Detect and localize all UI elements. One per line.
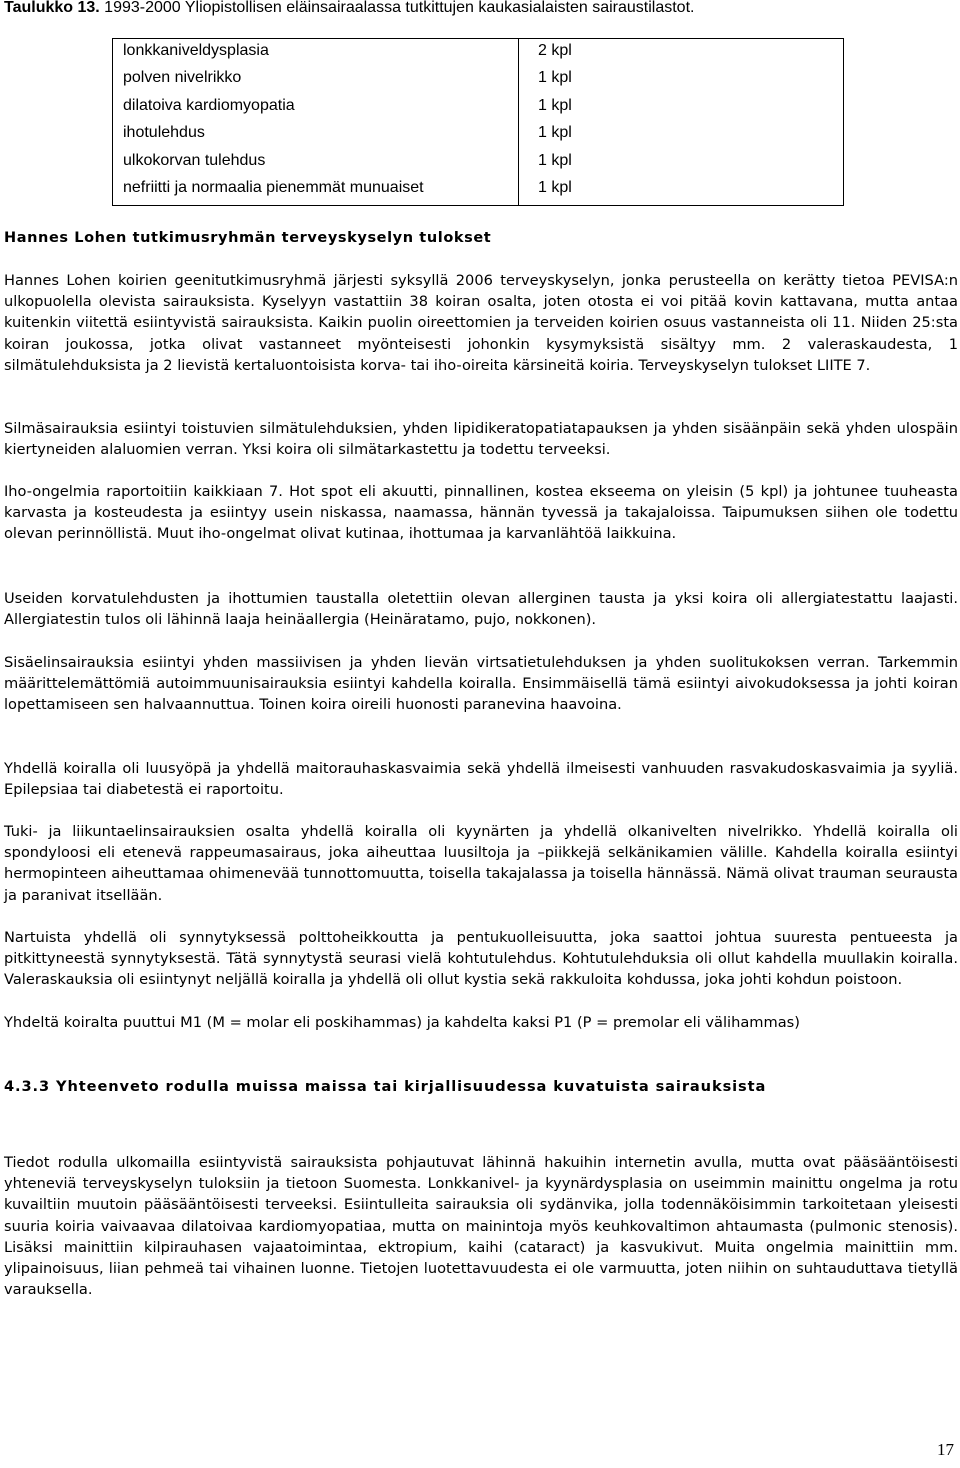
table-column-divider [518,39,519,205]
section-heading [4,1076,958,1097]
table-cell-count: 1 kpl [538,69,572,86]
table-cell-disease: dilatoiva kardiomyopatia [123,97,295,114]
table-cell-disease: nefriitti ja normaalia pienemmät munuaiset [123,179,424,196]
paragraph-teeth [4,1012,958,1033]
paragraph-summary [4,1152,958,1300]
paragraph-eyes [4,418,958,460]
table-cell-disease: polven nivelrikko [123,69,242,86]
page-number: 17 [937,1440,954,1459]
paragraph-internal [4,652,958,716]
table-caption-label: Taulukko 13. [4,0,100,16]
subheading: Hannes Lohen tutkimusryhmän terveyskyselyn tulokset [4,230,492,246]
table-cell-count: 1 kpl [538,152,572,169]
table-caption-text: 1993-2000 Yliopistollisen eläinsairaalassa tutkittujen kaukasialaisten sairaustilastot. [99,0,695,16]
paragraph-text: Useiden korvatulehdusten ja ihottumien taustalla oletettiin olevan allerginen tausta ja yksi koira oli allergiatestattu laajasti. Allergiatestin tulos oli lähinnä laaja heinäallergia (Heinäratamo, pujo, nokkonen). [4,590,958,629]
table-cell-disease: lonkkaniveldysplasia [123,42,269,59]
disease-statistics-table [112,38,844,206]
paragraph-text: Iho-ongelmia raportoitiin kaikkiaan 7. Hot spot eli akuutti, pinnallinen, kostea ekseema on yleisin (5 kpl) ja johtunee tuuheasta karvasta ja kosteudesta ja esiintyy usein niskassa, naamassa, hännän tyvessä ja takajaloissa. Taipumuksen siihen ole todettu olevan perinnöllistä. Muut iho-ongelmat olivat kutinaa, ihottumaa ja karvanlähtöä laikkuina. [4,483,958,543]
table-cell-count: 1 kpl [538,179,572,196]
paragraph-text: Sisäelinsairauksia esiintyi yhden massiivisen ja yhden lievän virtsatietulehduksen ja yhden suolitukoksen verran. Tarkemmin määrittelemättömiä autoimmuunisairauksia esiintyi kahdella koiralla. Ensimmäisellä tämä esiintyi aivokudoksessa ja johti koiran lopettamiseen sen halvaannuttua. Toinen koira oireili huonosti paranevina haavoina. [4,654,958,714]
paragraph-reproduction [4,927,958,991]
table-caption [4,0,694,18]
paragraph-text: Tuki- ja liikuntaelinsairauksien osalta yhdellä koiralla oli kyynärten ja yhdellä olkanivelten nivelrikko. Yhdellä koiralla oli spondyloosi eli etenevä rappeumasairaus, joka aiheuttaa luusiltoja ja –piikkejä selkänikamien välille. Kahdella koiralla esiintyi hermopinteen aiheuttamaa ohimenevää tunnottomuutta, toisella takajalassa ja toisella hännässä. Nämä olivat trauman seurausta ja paranivat itsellään. [4,823,958,904]
section-title: 4.3.3 Yhteenveto rodulla muissa maissa tai kirjallisuudessa kuvatuista sairauksista [4,1078,767,1095]
paragraph-text: Yhdeltä koiralta puuttui M1 (M = molar eli poskihammas) ja kahdelta kaksi P1 (P = premolar eli välihammas) [4,1014,800,1031]
table-cell-disease: ulkokorvan tulehdus [123,152,266,169]
table-cell-count: 2 kpl [538,42,572,59]
paragraph-allergy [4,588,958,630]
paragraph-skin [4,481,958,545]
paragraph-musculoskeletal [4,821,958,906]
paragraph-text: Nartuista yhdellä oli synnytyksessä polttoheikkoutta ja pentukuolleisuutta, joka saattoi johtua suuresta pentueesta ja pitkittyneestä synnytyksestä. Tätä synnytystä seurasi vielä kohtutulehdus. Kohtutulehduksia oli ollut kahdella muullakin koiralla. Valeraskauksia oli esiintynyt neljällä koiralla ja yhdellä oli ollut kystia sekä rakkuloita kohdussa, joka johti kohdun poistoon. [4,929,958,989]
table-cell-count: 1 kpl [538,124,572,141]
paragraph-text: Silmäsairauksia esiintyi toistuvien silmätulehduksien, yhden lipidikeratopatiatapauksen ja yhden sisäänpäin sekä yhden ulospäin kiertyneiden alaluomien verran. Yksi koira oli silmätarkastettu ja todettu terveeksi. [4,420,958,459]
table-cell-count: 1 kpl [538,97,572,114]
paragraph-text: Yhdellä koiralla oli luusyöpä ja yhdellä maitorauhaskasvaimia sekä yhdellä ilmeisesti vanhuuden rasvakudoskasvaimia ja syyliä. Epilepsiaa tai diabetestä ei raportoitu. [4,760,958,799]
paragraph-text: Hannes Lohen koirien geenitutkimusryhmä järjesti syksyllä 2006 terveyskyselyn, jonka perusteella on kerätty tietoa PEVISA:n ulkopuolella olevista sairauksista. Kyselyyn vastattiin 38 koiran osalta, joten otosta ei voi pitää kovin kattavana, mutta antaa kuitenkin viitettä esiintyvistä sairauksista. Kaikin puolin oireettomien ja terveiden koirien osuus vastanneista oli 11. Niiden 25:sta koiran joukossa, jotka olivat vastanneet myönteisesti johonkin kysymyksistä sisältyy mm. 2 valeraskaudesta, 1 silmätulehduksista ja 2 lievistä kertaluontoisista korva- tai iho-oireita kärsineitä koiria. Terveyskyselyn tulokset LIITE 7. [4,272,958,374]
table-cell-disease: ihotulehdus [123,124,205,141]
paragraph-text: Tiedot rodulla ulkomailla esiintyvistä sairauksista pohjautuvat lähinnä hakuihin internetin avulla, mutta ovat pääsääntöisesti yhteneviä terveyskyselyn tuloksiin ja tietoon Suomesta. Lonkkanivel- ja kyynärdysplasia on useimmin mainittu ongelma ja rotu kuvailtiin muutoin pääsääntöisesti terveeksi. Esiintulleita sairauksia oli sydänvika, jolla todennäköisimmin tarkoitetaan yleisesti suuria koiria vaivaavaa dilatoivaa kardiomyopatiaa, mutta on mainintoja myös keuhkovaltimon ahtaumasta (pulmonic stenosis). Lisäksi mainittiin kilpirauhasen vajaatoimintaa, ektropium, kaihi (cataract) ja kasvukivut. Muita ongelmia mainittiin mm. ylipainoisuus, liian pehmeä tai vihainen luonne. Tietojen luotettavuudesta ei ole varmuutta, joten niihin on suhtauduttava tietyllä varauksella. [4,1154,958,1299]
paragraph-tumours [4,758,958,800]
paragraph-survey [4,270,958,376]
